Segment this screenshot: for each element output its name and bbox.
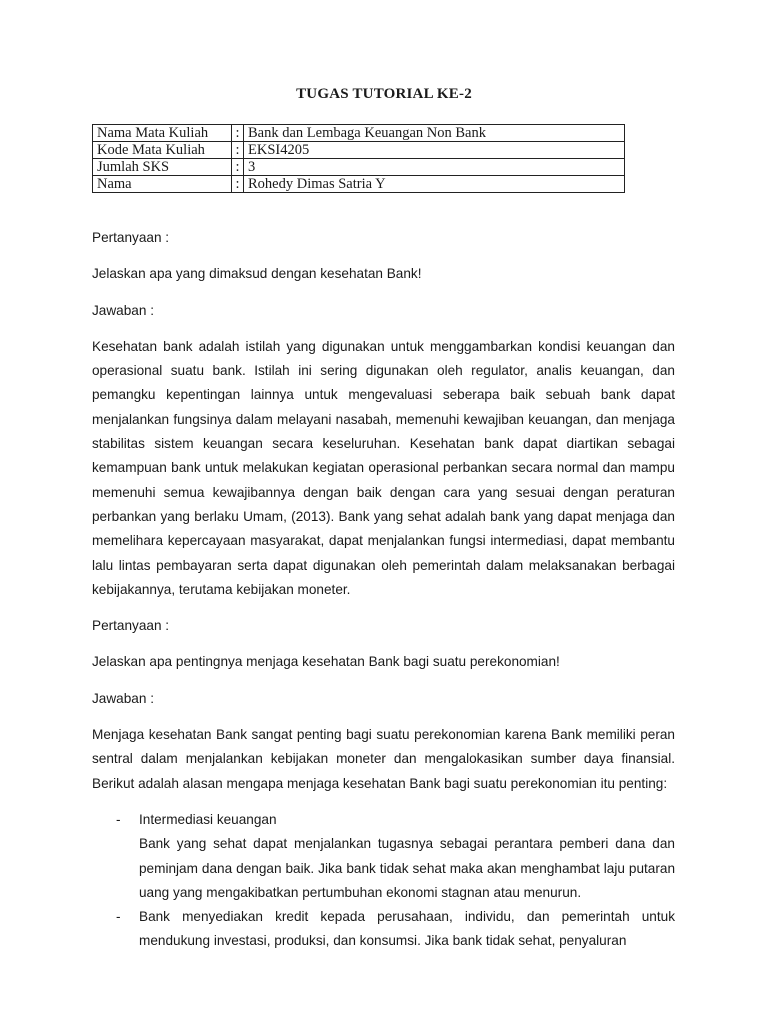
list-item-text: Bank yang sehat dapat menjalankan tugasnya sebagai perantara pemberi dana dan peminjam dana dengan baik. Jika bank tidak sehat maka akan menghambat laju putaran uang yang mengakibatkan pertumbuhan ekonomi stagnan atau menurun. <box>139 836 675 900</box>
list-item-text: Bank menyediakan kredit kepada perusahaan, individu, dan pemerintah untuk mendukung investasi, produksi, dan konsumsi. Jika bank tidak sehat, penyaluran <box>139 909 675 949</box>
question-label: Pertanyaan : <box>92 230 170 245</box>
list-item-title: Intermediasi keuangan <box>139 811 277 827</box>
list-bullet: - <box>116 811 121 827</box>
info-label: Nama Mata Kuliah <box>93 125 232 142</box>
info-label: Jumlah SKS <box>93 159 232 176</box>
table-row <box>93 159 625 176</box>
list-item <box>92 808 675 905</box>
list-bullet: - <box>116 909 121 925</box>
document-body <box>92 226 675 954</box>
info-value: Rohedy Dimas Satria Y <box>244 176 625 193</box>
course-info-table <box>92 124 625 193</box>
answer-label: Jawaban : <box>92 302 154 318</box>
question-label: Pertanyaan : <box>92 618 170 634</box>
reason-list <box>92 808 675 954</box>
document-title: TUGAS TUTORIAL KE-2 <box>296 86 472 102</box>
info-label: Kode Mata Kuliah <box>93 142 232 159</box>
table-row <box>93 176 625 193</box>
info-label: Nama <box>93 176 232 193</box>
answer-text: Menjaga kesehatan Bank sangat penting bagi suatu perekonomian karena Bank memiliki peran sentral dalam menjalankan kebijakan moneter dan mengalokasikan sumber daya finansial. Berikut adalah alasan mengapa menjaga kesehatan Bank bagi suatu perekonomian itu penting: <box>92 727 675 791</box>
question-text: Jelaskan apa pentingnya menjaga kesehatan Bank bagi suatu perekonomian! <box>92 654 560 670</box>
answer-label: Jawaban : <box>92 690 154 706</box>
answer-text: Kesehatan bank adalah istilah yang digunakan untuk menggambarkan kondisi keuangan dan operasional suatu bank. Istilah ini sering digunakan oleh regulator, analis keuangan, dan pemangku kepentingan lainnya untuk mengevaluasi seberapa baik sebuah bank dapat menjalankan fungsinya dalam melayani nasabah, memenuhi kewajiban keuangan, dan menjaga stabilitas sistem keuangan secara keseluruhan. Kesehatan bank dapat diartikan sebagai kemampuan bank untuk melakukan kegiatan operasional perbankan secara normal dan mampu memenuhi semua kewajibannya dengan baik dengan cara yang sesuai dengan peraturan perbankan yang berlaku Umam, (2013). Bank yang sehat adalah bank yang dapat menjaga dan memelihara kepercayaan masyarakat, dapat menjalankan fungsi intermediasi, dapat membantu lalu lintas pembayaran serta dapat digunakan oleh pemerintah dalam melaksanakan berbagai kebijakannya, terutama kebijakan moneter. <box>92 338 675 597</box>
info-separator: : <box>232 159 244 176</box>
info-separator: : <box>232 125 244 142</box>
list-item <box>92 905 675 954</box>
info-value: Bank dan Lembaga Keuangan Non Bank <box>244 125 625 142</box>
info-value: EKSI4205 <box>244 142 625 159</box>
question-text: Jelaskan apa yang dimaksud dengan kesehatan Bank! <box>92 266 422 282</box>
info-separator: : <box>232 142 244 159</box>
table-row <box>93 142 625 159</box>
info-separator: : <box>232 176 244 193</box>
table-row <box>93 125 625 142</box>
info-value: 3 <box>244 159 625 176</box>
